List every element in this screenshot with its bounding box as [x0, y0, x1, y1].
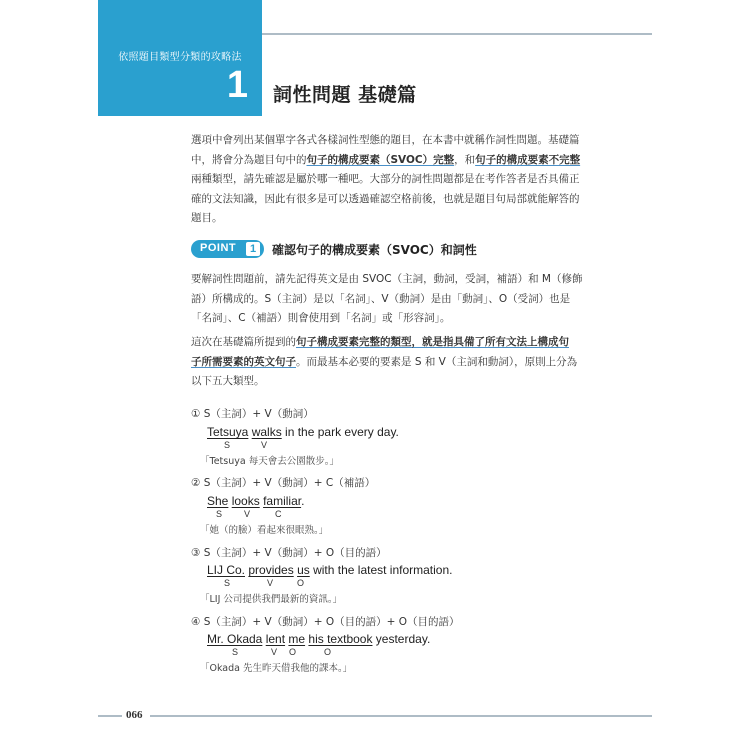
label-s: S: [216, 509, 223, 519]
types-paragraph: [191, 333, 588, 392]
word-object: his textbook: [308, 632, 373, 646]
example-3-head: ③ S（主詞）+ V（動詞）+ O（目的語）: [191, 547, 387, 559]
example-4-translation: 「Okada 先生昨天借我他的課本。」: [200, 663, 353, 674]
intro-line: 選項中會列出某個單字各式各樣詞性型態的題目，在本書中就稱作詞性問題。基礎篇: [191, 134, 580, 146]
point-title: 確認句子的構成要素（SVOC）和詞性: [272, 243, 477, 257]
chapter-number: 1: [226, 64, 248, 106]
word-object: us: [297, 563, 310, 577]
word-object: me: [288, 632, 306, 646]
highlight-text: 子所需要素的英文句子: [191, 355, 296, 368]
text: 。而最基本必要的要素是 S 和 V（主詞和動詞），原則上分為: [296, 355, 578, 368]
label-o: O: [324, 647, 332, 657]
highlight-complete: 句子的構成要素（SVOC）完整: [306, 153, 455, 166]
label-s: S: [232, 647, 239, 657]
word-rest: .: [301, 494, 305, 508]
chapter-title: 詞性問題 基礎篇: [273, 84, 417, 106]
para-line: 要解詞性問題前，請先記得英文是由 SVOC（主詞，動詞，受詞，補語）和 M（修飾: [191, 273, 583, 285]
word-subject: She: [207, 494, 229, 508]
para-line: 語）所構成的。S（主詞）是以「名詞」、V（動詞）是由「動詞」、O（受詞）也是: [191, 292, 571, 305]
label-s: S: [224, 578, 231, 588]
intro-line: 題目。: [191, 212, 223, 224]
word-subject: Tetsuya: [207, 425, 249, 439]
word-verb: looks: [231, 494, 260, 508]
intro-line: 確的文法知識，因此有很多是可以透過確認空格前後，也就是題目句局部就能解答的: [191, 192, 580, 205]
para-line: 「名詞」、C（補語）則會使用到「名詞」或「形容詞」。: [191, 312, 451, 324]
highlight-incomplete: 句子的構成要素不完整: [475, 153, 581, 166]
page-number: 066: [126, 709, 143, 721]
example-4-sentence: [207, 632, 430, 646]
word-subject: LIJ Co.: [207, 563, 246, 577]
para-line: 以下五大類型。: [191, 375, 265, 387]
label-o: O: [289, 647, 297, 657]
label-o: O: [297, 578, 305, 588]
text: 中，將會分為題目句中的: [191, 153, 307, 166]
word-complement: familiar: [263, 494, 302, 508]
example-3-sentence: [207, 563, 452, 577]
example-1-translation: 「Tetsuya 每天會去公園散步。」: [200, 456, 339, 467]
intro-line: [191, 151, 588, 171]
word-rest: in the park every day.: [281, 425, 399, 439]
para-line: [191, 333, 588, 353]
word-rest: yesterday.: [372, 632, 431, 646]
chapter-header-box: [98, 0, 262, 116]
example-2-head: ② S（主詞）+ V（動詞）+ C（補語）: [191, 477, 376, 489]
point-number: 1: [246, 242, 260, 256]
footer-rule-right: [150, 715, 652, 717]
example-1-head: ① S（主詞）+ V（動詞）: [191, 408, 314, 420]
example-4-head: ④ S（主詞）+ V（動詞）+ O（目的語）+ O（目的語）: [191, 616, 460, 628]
intro-paragraph: [191, 131, 588, 229]
label-c: C: [275, 509, 282, 519]
point-badge: [191, 240, 264, 258]
point-label: POINT: [200, 242, 237, 254]
intro-line: 兩種類型，請先確認是屬於哪一種吧。大部分的詞性問題都是在考作答者是否具備正: [191, 173, 580, 185]
label-v: V: [271, 647, 278, 657]
example-2-sentence: [207, 494, 304, 508]
example-3-translation: 「LIJ 公司提供我們最新的資訊。」: [200, 594, 343, 605]
text: ，和: [454, 153, 476, 166]
word-verb: provides: [248, 563, 294, 577]
footer-rule-left: [98, 715, 122, 717]
word-verb: lent: [265, 632, 286, 646]
label-s: S: [224, 440, 231, 450]
word-subject: Mr. Okada: [207, 632, 263, 646]
word-verb: walks: [251, 425, 282, 439]
svoc-paragraph: [191, 270, 588, 329]
highlight-text: 句子構成要素完整的類型，就是指具備了所有文法上構成句: [296, 336, 569, 348]
label-v: V: [244, 509, 251, 519]
text: 這次在基礎篇所提到的: [191, 336, 296, 348]
example-1-sentence: [207, 425, 399, 439]
word-rest: with the latest information.: [309, 563, 453, 577]
example-2-translation: 「她（的臉）看起來很眼熟。」: [200, 525, 329, 536]
section-label: 依照題目類型分類的攻略法: [118, 52, 242, 63]
label-v: V: [261, 440, 268, 450]
header-rule: [245, 33, 652, 35]
para-line: [191, 353, 588, 373]
label-v: V: [267, 578, 274, 588]
